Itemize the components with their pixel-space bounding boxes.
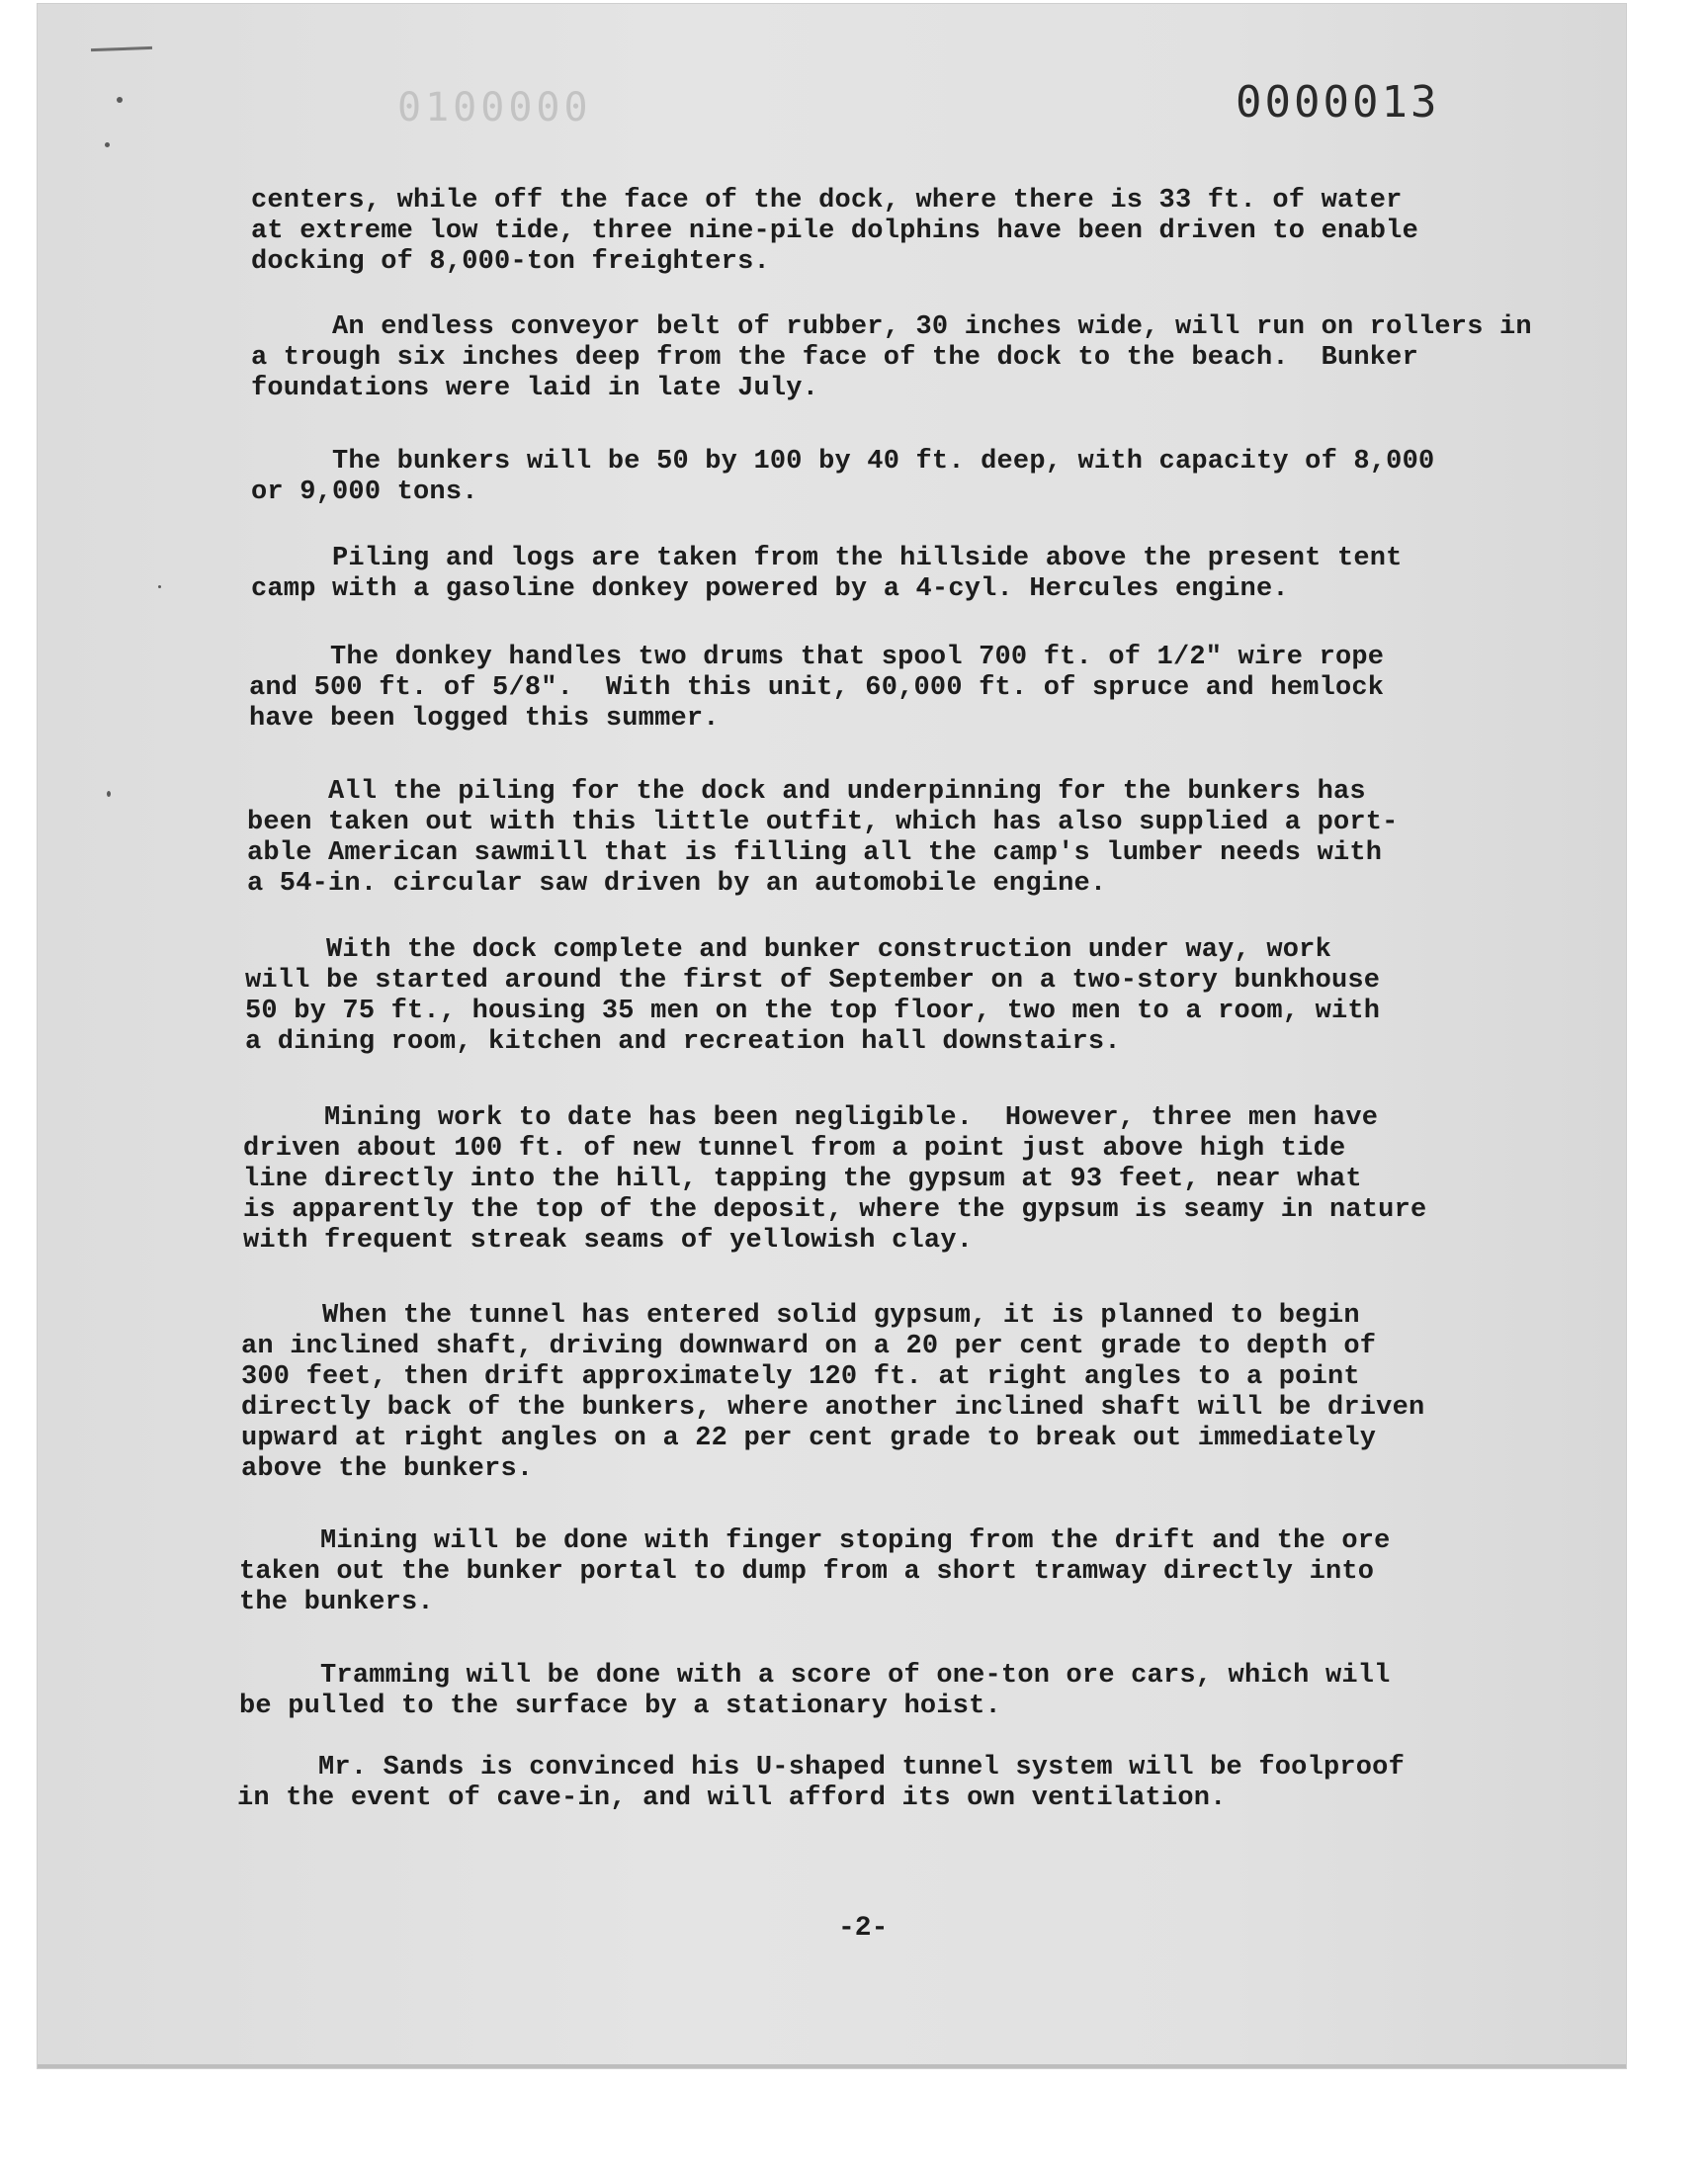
text-line: have been logged this summer.	[249, 704, 720, 734]
text-line: line directly into the hill, tapping the gypsum at 93 feet, near what	[243, 1165, 1362, 1194]
text-line: The bunkers will be 50 by 100 by 40 ft. deep, with capacity of 8,000	[251, 447, 1435, 477]
text-line: 300 feet, then drift approximately 120 ft. at right angles to a point	[241, 1362, 1360, 1392]
text-line: above the bunkers.	[241, 1454, 534, 1484]
text-line: upward at right angles on a 22 per cent grade to break out immediately	[241, 1424, 1377, 1453]
text-line: Mr. Sands is convinced his U-shaped tunnel system will be foolproof	[237, 1753, 1405, 1783]
faint-stamp-number: 0100000	[397, 85, 592, 130]
text-line: able American sawmill that is filling all the camp's lumber needs with	[247, 838, 1383, 868]
scan-speck	[117, 97, 123, 103]
text-line: a 54-in. circular saw driven by an automobile engine.	[247, 869, 1107, 899]
text-line: a dining room, kitchen and recreation hall downstairs.	[245, 1027, 1121, 1057]
text-line: at extreme low tide, three nine-pile dolphins have been driven to enable	[251, 217, 1418, 246]
text-line: 50 by 75 ft., housing 35 men on the top floor, two men to a room, with	[245, 997, 1381, 1026]
text-line: Mining will be done with finger stoping from the drift and the ore	[239, 1526, 1391, 1556]
text-line: an inclined shaft, driving downward on a 20 per cent grade to depth of	[241, 1332, 1377, 1361]
text-line: All the piling for the dock and underpinning for the bunkers has	[247, 777, 1366, 807]
text-line: the bunkers.	[239, 1588, 434, 1617]
text-line: With the dock complete and bunker construction under way, work	[245, 935, 1331, 965]
text-line: An endless conveyor belt of rubber, 30 inches wide, will run on rollers in	[251, 312, 1532, 342]
text-line: centers, while off the face of the dock, where there is 33 ft. of water	[251, 186, 1403, 216]
document-number: 0000013	[1236, 77, 1440, 128]
text-line: be pulled to the surface by a stationary hoist.	[239, 1692, 1001, 1721]
text-line: The donkey handles two drums that spool 700 ft. of 1/2" wire rope	[249, 643, 1385, 672]
text-line: Piling and logs are taken from the hillside above the present tent	[251, 544, 1403, 573]
text-line: docking of 8,000-ton freighters.	[251, 247, 770, 277]
text-line: camp with a gasoline donkey powered by a 4-cyl. Hercules engine.	[251, 574, 1289, 604]
text-line: or 9,000 tons.	[251, 478, 478, 507]
text-line: driven about 100 ft. of new tunnel from a point just above high tide	[243, 1134, 1346, 1164]
text-line: been taken out with this little outfit, which has also supplied a port-	[247, 808, 1399, 837]
text-line: in the event of cave-in, and will afford its own ventilation.	[237, 1784, 1227, 1813]
page-bottom-edge	[38, 2064, 1626, 2068]
text-line: taken out the bunker portal to dump from a short tramway directly into	[239, 1557, 1375, 1587]
text-line: a trough six inches deep from the face of the dock to the beach. Bunker	[251, 343, 1418, 373]
text-line: foundations were laid in late July.	[251, 374, 819, 403]
text-line: with frequent streak seams of yellowish clay.	[243, 1226, 974, 1256]
page-number: -2-	[838, 1913, 889, 1944]
text-line: directly back of the bunkers, where another inclined shaft will be driven	[241, 1393, 1425, 1423]
text-line: Tramming will be done with a score of one-ton ore cars, which will	[239, 1661, 1391, 1691]
text-line: Mining work to date has been negligible. However, three men have	[243, 1103, 1379, 1133]
text-line: When the tunnel has entered solid gypsum, it is planned to begin	[241, 1301, 1360, 1331]
text-line: will be started around the first of September on a two-story bunkhouse	[245, 966, 1381, 996]
text-line: and 500 ft. of 5/8". With this unit, 60,000 ft. of spruce and hemlock	[249, 673, 1385, 703]
scan-speck	[107, 791, 111, 797]
text-line: is apparently the top of the deposit, where the gypsum is seamy in nature	[243, 1195, 1427, 1225]
scan-speck	[158, 585, 161, 588]
scan-speck	[105, 142, 110, 147]
